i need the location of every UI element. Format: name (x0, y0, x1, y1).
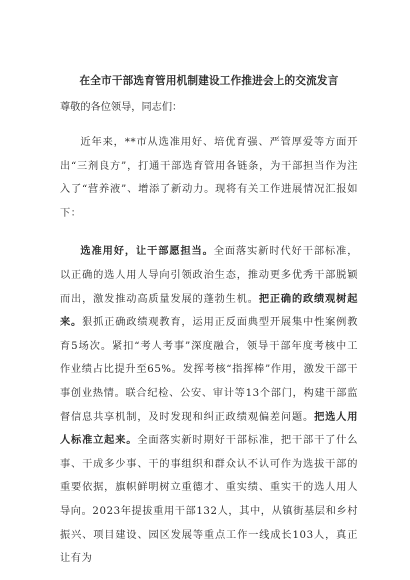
subheading-political-outlook: 把正确的政绩观树起来。 (60, 293, 358, 329)
political-outlook-text: 狠抓正确政绩观教育，运用正反面典型开展集中性案例教育5场次。紧扣“考人考事”深度融合，领导干部年度考核中工作业绩占比提升至65%。发挥考核“指挥棒”作用，激发干部干事创业热情。联合纪检、公安、审计等13个部门，构建干部监督信息共享机制，及时发现和纠正政绩观偏差问题。 (60, 317, 358, 423)
selection-standards-text: 全面落实新时期好干部标准，把干部干了什么事、干成多少事、干的事组织和群众认不认可作为选拔干部的重要依据，旗帜鲜明树立重德才、重实绩、重实干的选人用人导向。2023年提拔重用干部132人，其中，从镇街基层和乡村振兴、项目建设、园区发展等重点工作一线成长103人，真正让有为 (60, 435, 358, 565)
document-title: 在全市干部选育管用机制建设工作推进会上的交流发言 (79, 75, 339, 87)
subheading-selection-standards: 把选人用人标准立起来。 (60, 411, 358, 447)
salutation: 尊敬的各位领导，同志们： (60, 102, 183, 113)
section-heading: 选准用好，让干部愿担当。 (80, 246, 214, 258)
section-text: 全面落实新时代好干部标准，以正确的选人用人导向引领政治生态，推动更多优秀干部脱颖而出，激发推动高质量发展的蓬勃生机。 (60, 246, 358, 305)
intro-paragraph: 近年来，**市从选准用好、培优育强、严管厚爱等方面开出“三剂良方”，打通干部选育管用各链条，为干部担当作为注入了“营养液”、增添了新动力。现将有关工作进展情况汇报如下： (60, 137, 358, 219)
section-paragraph (60, 240, 358, 570)
